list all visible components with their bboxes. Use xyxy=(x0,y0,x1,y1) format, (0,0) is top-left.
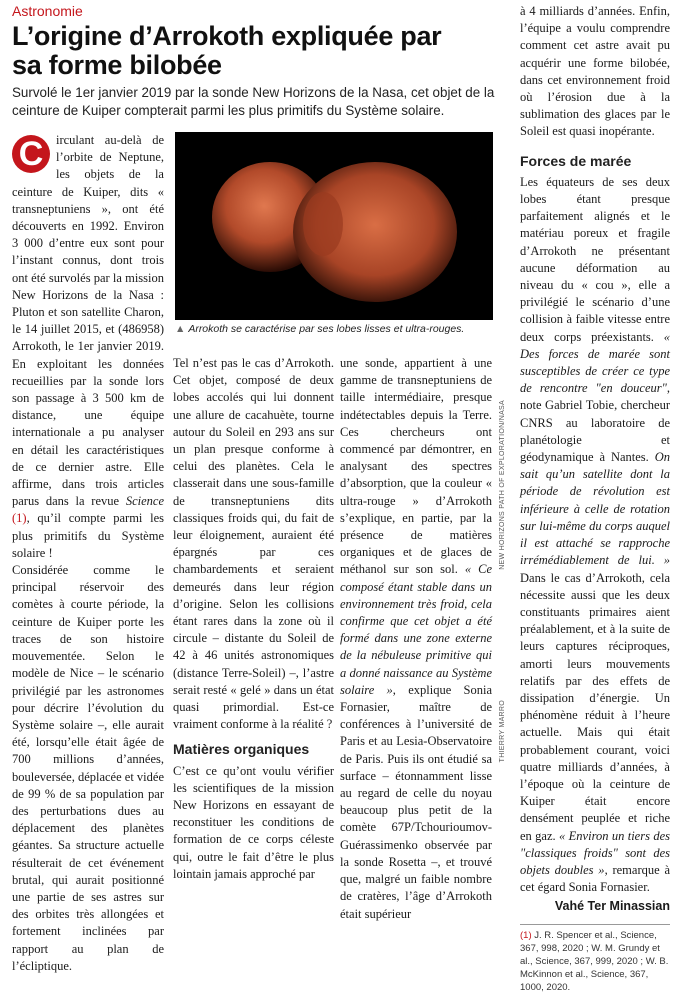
paragraph: Tel n’est pas le cas d’Arrokoth. Cet objet, composé de deux lobes accolés qui lui donnent une allure de cacahuète, tourne autour du Soleil en 293 ans sur un plan presque conforme à celui des planètes. Cela le classerait dans une sous-famille de transneptuniens dits classiques froids qui, du fait de leur éloignement, auraient été épargnés par ces chambardements et seraient demeurés dans leur région d’origine. Selon les collisions étant rares dans la zone où il circule – distante du Soleil de 42 à 46 unités astronomiques (distance Terre-Soleil) –, l’astre serait resté « gelé » dans un état quasi primordial. Est-ce vraiment conforme à la réalité ? xyxy=(173,356,334,732)
quote: « Des forces de marée sont susceptibles de créer ce type de rencontre "en douceur" xyxy=(520,329,670,396)
article-title: L’origine d’Arrokoth expliquée par sa forme bilobée xyxy=(12,21,442,80)
paragraph: à 4 milliards d’années. Enfin, l’équipe a voulu comprendre comment cet astre avait pu acquérir une forme bilobée, dans cet environnement froid où l’érosion due à la sublimation des glaces par le Soleil est quasi inopérante. xyxy=(520,4,670,139)
section-label: Astronomie xyxy=(12,3,83,19)
subheading: Forces de marée xyxy=(520,152,632,169)
reference-number: (1) xyxy=(520,929,532,941)
text: Les équateurs de ses deux lobes étant presque parfaitement alignés et le matériau poreux et fragile d’Arrokoth ne présentant aucune déformation au niveau du « cou », elle a privilégié le scénario d’une collision à faible vitesse entre deux corps préexistants. xyxy=(520,174,670,344)
journal-name: Science xyxy=(125,494,164,509)
divider xyxy=(520,924,670,925)
arrokoth-image xyxy=(175,132,493,320)
quote: « Environ un tiers des "classiques froids" sont des objets doubles » xyxy=(520,828,670,877)
references xyxy=(520,929,670,994)
quote: On sait qu’un satellite dont la période de révolution est inférieure à celle de rotation sur lui-même du corps auquel il est attaché se rapproche irrémédiablement de lui. » xyxy=(520,450,670,568)
text: Dans le cas d’Arrokoth, cela nécessite aussi que les deux constituants primaires aient préalablement, et à la suite de leurs captures réciproques, amorti leurs mouvements relatifs par des effets de dissipation d’énergie. Un phénomène réduit à l’heure actuelle. Mais qui était probablement courant, voici quatre milliards d’années, à l’époque où la ceinture de Kuiper était encore densément peuplée et riche en gaz. xyxy=(520,570,670,843)
column-2 xyxy=(173,355,334,883)
column-4 xyxy=(520,3,670,994)
text: , qu’il compte parmi les plus primitifs du Système solaire ! xyxy=(12,511,164,560)
text: une sonde, appartient à une gamme de transneptuniens de taille intermédiaire, presque indétectables depuis la Terre. Ces chercheurs ont commencé par démontrer, en analysant des spectres d’absorption, que la couleur « ultra-rouge » d’Arrokoth s’explique, en partie, par la présence de matières organiques et de glaces de méthanol sur son sol. xyxy=(340,356,492,577)
column-3 xyxy=(340,355,492,923)
image-caption xyxy=(175,323,493,335)
paragraph xyxy=(12,132,164,562)
author-name: Vahé Ter Minassian xyxy=(554,899,670,914)
drop-cap: C xyxy=(12,135,50,173)
subheading: Matières organiques xyxy=(173,741,310,758)
caption-text: Arrokoth se caractérise par ses lobes lisses et ultra-rouges. xyxy=(188,323,465,335)
photo-credit: NEW HORIZONS PATH OF EXPLORATION/NASA xyxy=(499,400,506,570)
column-1 xyxy=(12,132,164,975)
quote: « Ce composé étant stable dans un environnement très froid, cela confirme que cet objet a été formé dans une zone externe de la nébuleuse primitive qui a donné naissance au Système solaire » xyxy=(340,562,492,697)
author-credit: THIERRY MARRO xyxy=(499,700,506,763)
arrokoth-illustration xyxy=(175,132,493,320)
article-intro: Survolé le 1er janvier 2019 par la sonde New Horizons de la Nasa, cet objet de la ceinture de Kuiper compterait parmi les plus primitifs du Système solaire. xyxy=(12,85,495,118)
text: , explique Sonia Fornasier, maître de conférences à l’université de Paris et au Lesia-Observatoire de Paris. Puis ils ont étudié sa surface – étonnamment lisse au regard de celle du noyau beaucoup plus petit de la comète 67P/Tchourioumov-Guérassimenko observée par la sonde Rosetta –, et trouvé que, malgré un faible nombre de cratères, l’âge d’Arrokoth était supérieur xyxy=(340,682,492,921)
reference-text: J. R. Spencer et al., Science, 367, 998, 2020 ; W. M. Grundy et al., Science, 367, 999, 2020 ; W. B. McKinnon et al., Science, 367, 1000, 2020. xyxy=(520,929,669,993)
paragraph xyxy=(340,355,492,923)
caption-marker: ▲ xyxy=(175,323,189,335)
paragraph: C’est ce qu’ont voulu vérifier les scientifiques de la mission New Horizons en essayant de reconstituer les conditions de formation de ce corps céleste qui, outre le fait d’être le plus lointain jamais approché par xyxy=(173,763,334,881)
text: , remarque à cet égard Sonia Fornasier. xyxy=(520,862,670,895)
paragraph: Considérée comme le principal réservoir des comètes à courte période, la ceinture de Kuiper porte les traces de son histoire mouvementée. Selon le modèle de Nice – le scénario privilégié par les astronomes pour décrire l’évolution du Système solaire –, elle aurait été, lorsqu’elle était âgée de 700 millions d’années, bouleversée, déplacée et vidée de 99 % de sa population par des perturbations dues au déplacement des planètes géantes. Sa structure actuelle résulterait de cet événement brutal, qui aurait positionné une partie de ses astres sur des orbites très allongées et fortement inclinées par rapport au plan de l’écliptique. xyxy=(12,563,164,973)
reference-marker[interactable]: (1) xyxy=(12,511,27,526)
text: irculant au-delà de l’orbite de Neptune, les objets de la ceinture de Kuiper, dits « transneptuniens », ont été découverts en 1992. Environ 3 000 d’entre eux sont pour l’instant connus, dont trois ont été survolés par la mission New Horizons de la Nasa : Pluton et son satellite Charon, le 14 juillet 2015, et (486958) Arrokoth, le 1er janvier 2019. En exploitant les données recueillies par la sonde lors son passage à 3 500 km de distance, une équipe internationale a pu analyser en détail les caractéristiques de ce dernier astre. Elle affirme, dans trois articles parus dans la revue xyxy=(12,133,164,509)
text: , note Gabriel Tobie, chercheur CNRS au laboratoire de planétologie et géodynamique à Nantes. xyxy=(520,381,670,465)
paragraph xyxy=(520,174,670,897)
